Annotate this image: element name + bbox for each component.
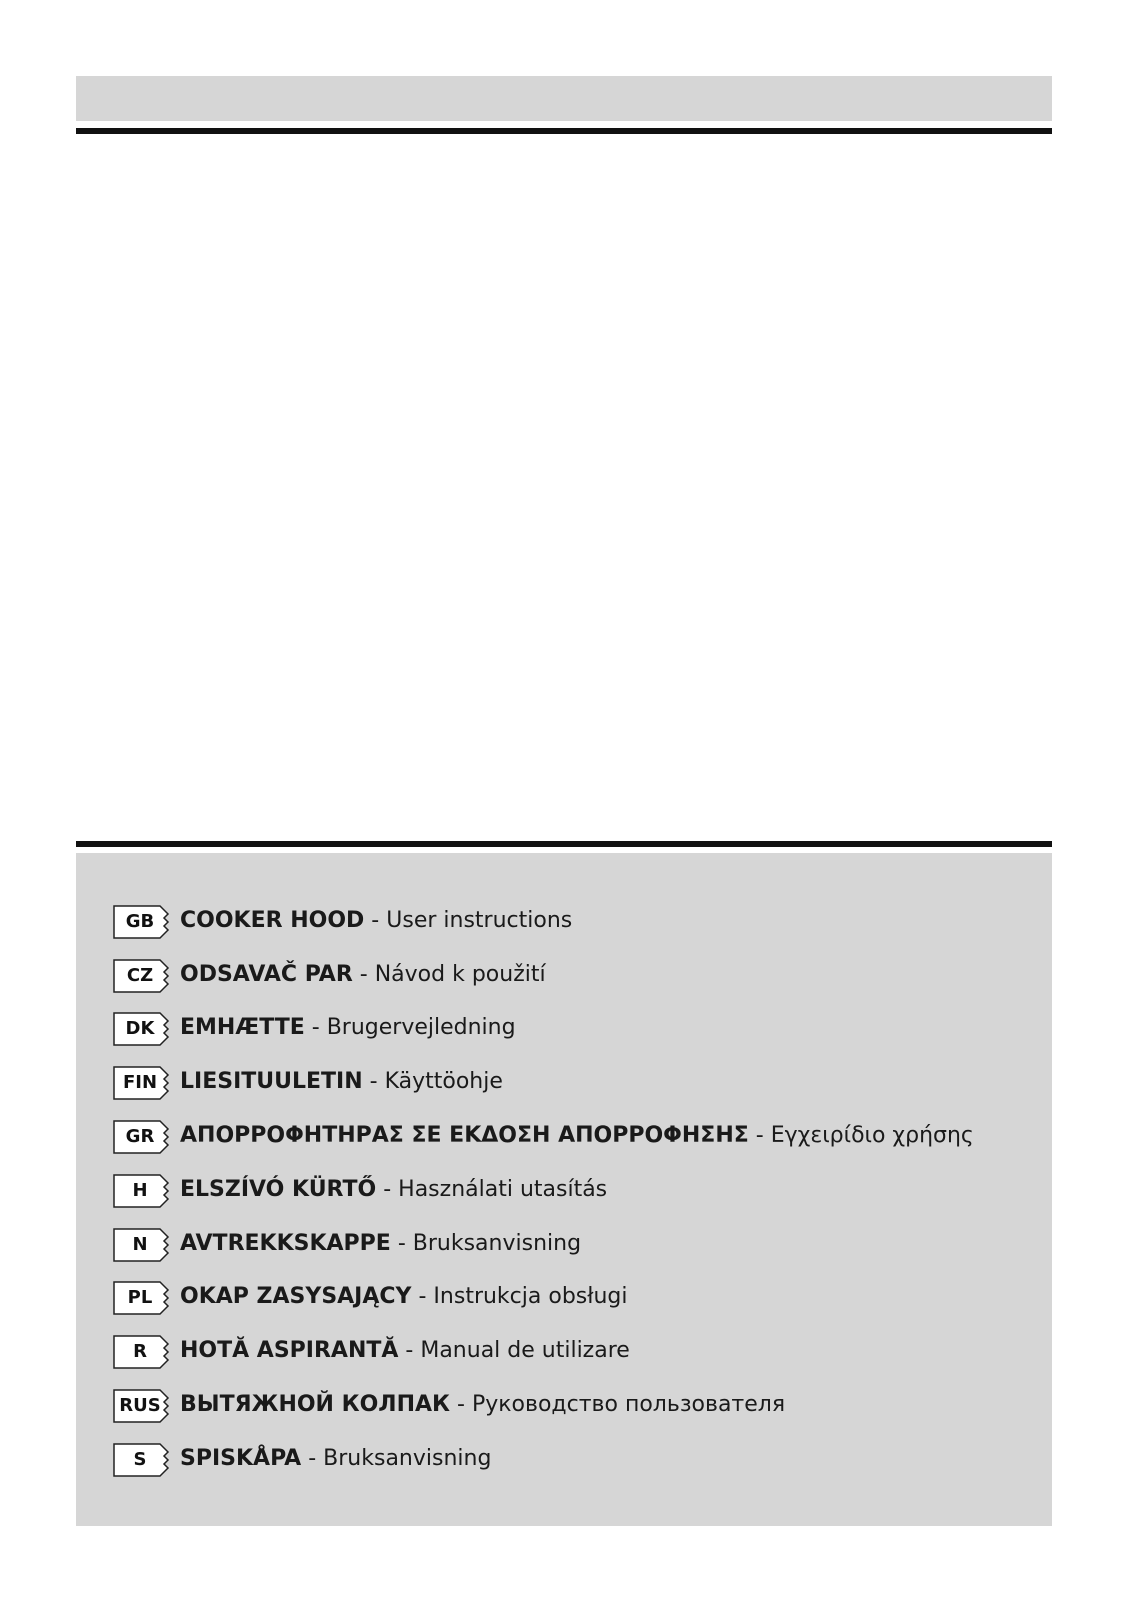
- language-entry: [180, 907, 572, 935]
- language-list: [112, 894, 974, 1486]
- language-flag-icon: [112, 1061, 172, 1103]
- product-name: ELSZÍVÓ KÜRTŐ: [180, 1176, 377, 1202]
- manual-title: Návod k použití: [374, 961, 546, 987]
- language-item-cz: [112, 948, 974, 1002]
- separator: -: [390, 1230, 413, 1256]
- language-flag-icon: [112, 1384, 172, 1426]
- language-code: N: [132, 1233, 148, 1255]
- language-entry: [180, 1014, 516, 1042]
- separator: -: [411, 1284, 434, 1310]
- section-rule: [76, 841, 1052, 847]
- language-entry: [180, 1337, 630, 1365]
- manual-title: Руководство пользователя: [471, 1392, 786, 1418]
- language-item-n: [112, 1217, 974, 1271]
- language-item-gb: [112, 894, 974, 948]
- language-item-gr: [112, 1109, 974, 1163]
- language-item-dk: [112, 1002, 974, 1056]
- language-flag-icon: [112, 1438, 172, 1480]
- product-name: OKAP ZASYSAJĄCY: [180, 1284, 412, 1310]
- language-flag-icon: [112, 900, 172, 942]
- language-entry: [180, 961, 546, 989]
- language-item-s: [112, 1432, 974, 1486]
- separator: -: [364, 907, 387, 933]
- separator: -: [352, 961, 375, 987]
- language-flag-icon: [112, 1330, 172, 1372]
- language-code: S: [133, 1448, 147, 1470]
- manual-title: Εγχειρίδιο χρήσης: [770, 1123, 974, 1149]
- manual-title: User instructions: [386, 907, 573, 933]
- manual-title: Brugervejledning: [326, 1015, 516, 1041]
- separator: -: [748, 1123, 771, 1149]
- product-name: AVTREKKSKAPPE: [180, 1230, 391, 1256]
- separator: -: [398, 1338, 421, 1364]
- language-entry: [180, 1122, 974, 1150]
- manual-title: Instrukcja obsługi: [433, 1284, 628, 1310]
- language-code: PL: [127, 1287, 153, 1309]
- manual-title: Käyttöohje: [384, 1069, 503, 1095]
- product-name: EMHÆTTE: [180, 1015, 305, 1041]
- language-code: GB: [125, 910, 155, 932]
- product-name: LIESITUULETIN: [180, 1069, 363, 1095]
- manual-title: Bruksanvisning: [412, 1230, 582, 1256]
- language-flag-icon: [112, 1115, 172, 1157]
- manual-title: Manual de utilizare: [420, 1338, 630, 1364]
- product-name: COOKER HOOD: [180, 907, 365, 933]
- separator: -: [376, 1176, 399, 1202]
- separator: -: [362, 1069, 385, 1095]
- header-band: [76, 76, 1052, 121]
- language-flag-icon: [112, 1007, 172, 1049]
- product-name: ВЫТЯЖНОЙ КОЛПАК: [180, 1392, 451, 1418]
- language-code: CZ: [126, 964, 154, 986]
- language-item-pl: [112, 1271, 974, 1325]
- product-name: ΑΠΟΡΡΟΦΗΤΗΡΑΣ ΣΕ ΕΚΔΟΣΗ ΑΠΟΡΡΟΦΗΣΗΣ: [180, 1123, 749, 1149]
- language-entry: [180, 1283, 628, 1311]
- product-name: HOTĂ ASPIRANTĂ: [180, 1338, 399, 1364]
- language-item-r: [112, 1324, 974, 1378]
- manual-title: Bruksanvisning: [323, 1445, 492, 1471]
- language-code: RUS: [119, 1395, 161, 1417]
- header-rule: [76, 128, 1052, 134]
- separator: -: [301, 1445, 324, 1471]
- language-entry: [180, 1230, 581, 1258]
- language-entry: [180, 1391, 785, 1419]
- language-item-fin: [112, 1055, 974, 1109]
- product-name: SPISKÅPA: [180, 1445, 302, 1471]
- language-code: H: [132, 1179, 148, 1201]
- language-entry: [180, 1445, 491, 1473]
- language-item-h: [112, 1163, 974, 1217]
- language-flag-icon: [112, 1169, 172, 1211]
- language-item-rus: [112, 1378, 974, 1432]
- product-name: ODSAVAČ PAR: [180, 961, 353, 987]
- language-code: R: [133, 1341, 147, 1363]
- language-entry: [180, 1176, 607, 1204]
- language-entry: [180, 1068, 503, 1096]
- language-code: GR: [125, 1126, 155, 1148]
- language-flag-icon: [112, 1276, 172, 1318]
- separator: -: [450, 1392, 472, 1418]
- separator: -: [304, 1015, 327, 1041]
- language-flag-icon: [112, 954, 172, 996]
- language-flag-icon: [112, 1223, 172, 1265]
- language-code: DK: [125, 1018, 155, 1040]
- language-code: FIN: [122, 1072, 158, 1094]
- manual-title: Használati utasítás: [398, 1176, 608, 1202]
